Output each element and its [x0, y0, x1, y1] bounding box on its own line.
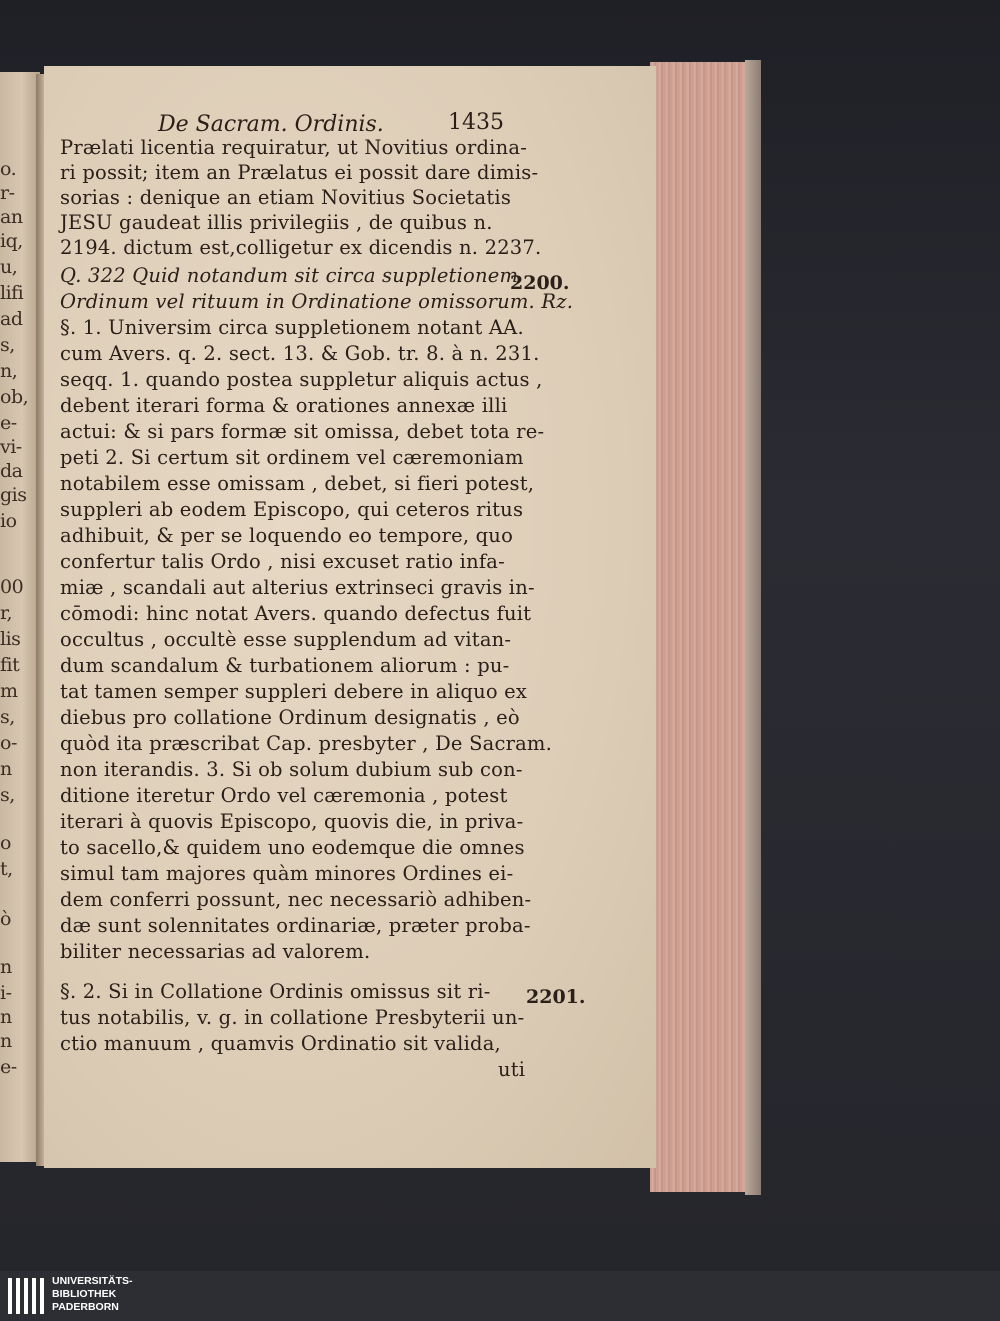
left-page-fragment: s, [0, 706, 15, 728]
left-page-fragment: gis [0, 484, 27, 506]
logo-line: PADERBORN [52, 1301, 119, 1313]
left-page-fragment: lis [0, 628, 21, 650]
left-page-fragment: r, [0, 602, 13, 624]
left-page-fragment: da [0, 460, 23, 482]
left-page-fragment: m [0, 680, 18, 702]
left-page-fragment: e- [0, 1056, 17, 1078]
page-number: 1435 [448, 110, 504, 135]
left-page-fragment: n [0, 758, 12, 780]
text-line: miæ , scandali aut alterius extrinseci gravis in- [60, 576, 535, 599]
left-page-fragment: r- [0, 182, 15, 204]
library-logo-icon [8, 1278, 44, 1314]
text-line: biliter necessarias ad valorem. [60, 940, 371, 963]
text-line: dum scandalum & turbationem aliorum : pu- [60, 654, 510, 677]
book-cover-edge [745, 60, 761, 1195]
logo-line: BIBLIOTHEK [52, 1288, 117, 1300]
text-line: adhibuit, & per se loquendo eo tempore, quo [60, 524, 514, 547]
text-line: ctio manuum , quamvis Ordinatio sit valida, [60, 1032, 501, 1055]
text-line: §. 1. Universim circa suppletionem notant AA. [60, 316, 524, 339]
text-line: ditione iteretur Ordo vel cæremonia , potest [60, 784, 508, 807]
text-line: iterari à quovis Episcopo, quovis die, in priva- [60, 810, 524, 833]
text-line: cōmodi: hinc notat Avers. quando defectus fuit [60, 602, 532, 625]
left-page-fragment: i- [0, 982, 12, 1004]
footer-bar [0, 1271, 1000, 1321]
text-line: §. 2. Si in Collatione Ordinis omissus sit ri- [60, 980, 491, 1003]
text-line: suppleri ab eodem Episcopo, qui ceteros ritus [60, 498, 524, 521]
left-page-fragment: fit [0, 654, 20, 676]
left-page-fragment: iq, [0, 230, 23, 252]
left-page-fragment: n [0, 1030, 12, 1052]
left-page-fragment: vi- [0, 436, 22, 458]
text-line: Prælati licentia requiratur, ut Novitius ordina- [60, 136, 527, 159]
text-line: occultus , occultè esse supplendum ad vitan- [60, 628, 512, 651]
text-line: notabilem esse omissam , debet, si fieri potest, [60, 472, 535, 495]
left-page-fragment: n, [0, 360, 18, 382]
left-page-fragment: ò [0, 908, 11, 930]
text-line: diebus pro collatione Ordinum designatis , eò [60, 706, 520, 729]
text-line: actui: & si pars formæ sit omissa, debet tota re- [60, 420, 545, 443]
left-page-fragment: n [0, 1006, 12, 1028]
text-line: quòd ita præscribat Cap. presbyter , De Sacram. [60, 732, 553, 755]
margin-number: 2200. [510, 272, 570, 294]
text-line: tus notabilis, v. g. in collatione Presbyterii un- [60, 1006, 525, 1029]
text-line: Q. 322 Quid notandum sit circa suppletionem [60, 264, 519, 287]
left-page-fragment: n [0, 956, 12, 978]
library-logo-text [52, 1275, 133, 1314]
left-page-fragment: s, [0, 784, 15, 806]
page-edges [650, 62, 760, 1192]
left-page-fragment: lifi [0, 282, 24, 304]
margin-number: 2201. [526, 986, 586, 1008]
text-line: cum Avers. q. 2. sect. 13. & Gob. tr. 8. à n. 231. [60, 342, 540, 365]
text-line: simul tam majores quàm minores Ordines ei- [60, 862, 514, 885]
text-line: debent iterari forma & orationes annexæ illi [60, 394, 508, 417]
text-line: peti 2. Si certum sit ordinem vel cæremoniam [60, 446, 524, 469]
left-page-fragment: o- [0, 732, 17, 754]
left-page-fragment: o [0, 832, 11, 854]
left-page-fragment: an [0, 206, 23, 228]
left-page-fragment: t, [0, 858, 13, 880]
left-page-fragment: ob, [0, 386, 29, 408]
left-page-fragment: ad [0, 308, 23, 330]
text-line: confertur talis Ordo , nisi excuset ratio infa- [60, 550, 505, 573]
text-line: 2194. dictum est,colligetur ex dicendis n. 2237. [60, 236, 542, 259]
running-head: De Sacram. Ordinis. [158, 112, 384, 137]
logo-line: UNIVERSITÄTS- [52, 1275, 133, 1287]
text-line: seqq. 1. quando postea suppletur aliquis actus , [60, 368, 543, 391]
left-page-fragment: s, [0, 334, 15, 356]
text-line: sorias : denique an etiam Novitius Societatis [60, 186, 512, 209]
left-page-fragment: u, [0, 256, 18, 278]
text-line: Ordinum vel rituum in Ordinatione omissorum. Rz. [60, 290, 574, 313]
text-line: dæ sunt solennitates ordinariæ, præter proba- [60, 914, 531, 937]
left-page-fragment: 00 [0, 576, 24, 598]
text-line: to sacello,& quidem uno eodemque die omnes [60, 836, 525, 859]
catchword: uti [498, 1058, 526, 1081]
left-page-edge [0, 72, 40, 1162]
left-page-fragment: e- [0, 412, 17, 434]
text-line: non iterandis. 3. Si ob solum dubium sub con- [60, 758, 523, 781]
text-line: JESU gaudeat illis privilegiis , de quibus n. [60, 211, 493, 234]
text-line: ri possit; item an Prælatus ei possit dare dimis- [60, 161, 539, 184]
left-page-fragment: o. [0, 158, 17, 180]
text-line: tat tamen semper suppleri debere in aliquo ex [60, 680, 528, 703]
left-page-fragment: io [0, 510, 17, 532]
text-line: dem conferri possunt, nec necessariò adhiben- [60, 888, 532, 911]
